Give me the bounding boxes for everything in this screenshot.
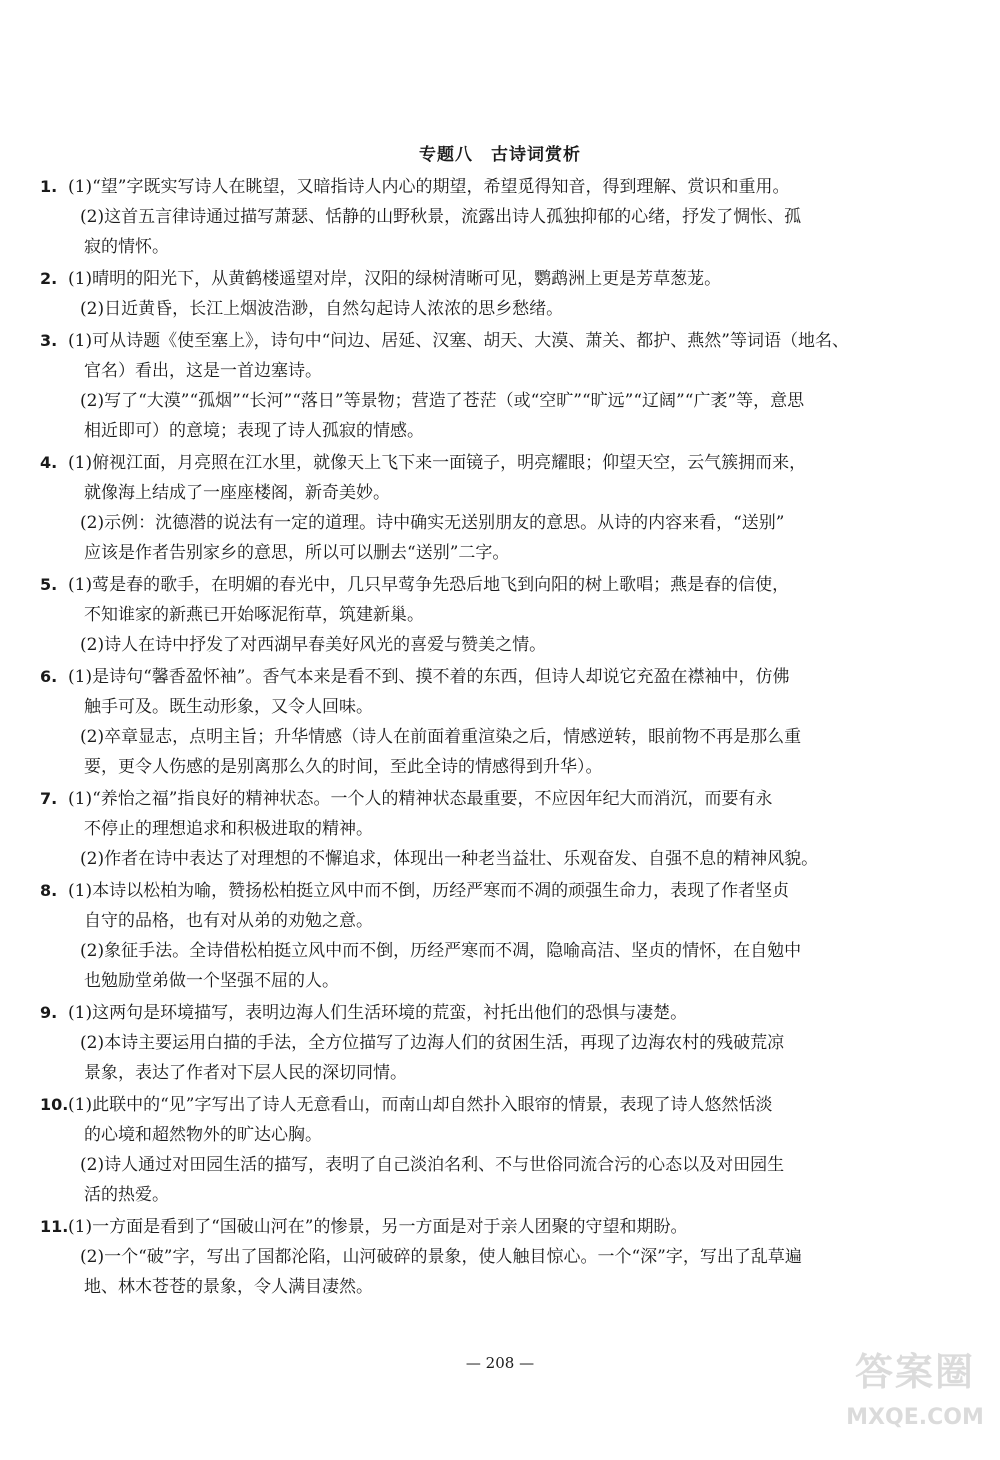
item-number: 1. xyxy=(40,177,58,196)
answer-item xyxy=(40,172,970,262)
item-number: 2. xyxy=(40,269,58,288)
answer-text: (1)莺是春的歌手，在明媚的春光中，几只早莺争先恐后地飞到向阳的树上歌唱；燕是春的信使， xyxy=(68,575,790,595)
answer-item xyxy=(40,662,970,782)
answer-text: (1)可从诗题《使至塞上》，诗句中“问边、居延、汉塞、胡天、大漠、萧关、都护、燕然”等词语（地名、 xyxy=(68,331,849,351)
answer-line xyxy=(40,784,970,814)
answer-line xyxy=(40,966,970,996)
answer-line xyxy=(40,998,970,1028)
answer-line xyxy=(40,416,970,446)
answer-line xyxy=(40,448,970,478)
answer-text: (1)这两句是环境描写，表明边海人们生活环境的荒蛮，衬托出他们的恐惧与凄楚。 xyxy=(68,1003,688,1023)
answer-text: 景象，表达了作者对下层人民的深切同情。 xyxy=(84,1063,407,1083)
item-number: 7. xyxy=(40,789,58,808)
answer-item xyxy=(40,264,970,324)
answer-text: (2)一个“破”字，写出了国都沦陷，山河破碎的景象，使人触目惊心。一个“深”字，写出了乱草遍 xyxy=(80,1247,802,1267)
answer-line xyxy=(40,906,970,936)
answer-text: 自守的品格，也有对从弟的劝勉之意。 xyxy=(84,911,373,931)
item-number: 11. xyxy=(40,1217,69,1236)
answer-text: (2)本诗主要运用白描的手法，全方位描写了边海人们的贫困生活，再现了边海农村的残破荒凉 xyxy=(80,1033,785,1053)
answer-line xyxy=(40,1120,970,1150)
answer-line xyxy=(40,570,970,600)
item-number: 4. xyxy=(40,453,58,472)
answer-line xyxy=(40,1212,970,1242)
watermark-url: MXQE.COM xyxy=(846,1405,984,1430)
answer-text: (2)诗人通过对田园生活的描写，表明了自己淡泊名利、不与世俗同流合污的心态以及对田园生 xyxy=(80,1155,785,1175)
answer-text: (2)卒章显志，点明主旨；升华情感（诗人在前面着重渲染之后，情感逆转，眼前物不再是那么重 xyxy=(80,727,802,747)
answer-text: 触手可及。既生动形象，又令人回味。 xyxy=(84,697,373,717)
answer-item xyxy=(40,784,970,874)
page-number: — 208 — xyxy=(465,1354,535,1372)
answer-line xyxy=(40,844,970,874)
answer-item xyxy=(40,876,970,996)
answer-text: (2)这首五言律诗通过描写萧瑟、恬静的山野秋景，流露出诗人孤独抑郁的心绪，抒发了惆怅、孤 xyxy=(80,207,802,227)
answer-text: 也勉励堂弟做一个坚强不屈的人。 xyxy=(84,971,339,991)
answer-line xyxy=(40,326,970,356)
answer-item xyxy=(40,1090,970,1210)
answer-text: 活的热爱。 xyxy=(84,1185,169,1205)
answer-text: 地、林木苍苍的景象，令人满目凄然。 xyxy=(84,1277,373,1297)
answer-text: (1)本诗以松柏为喻，赞扬松柏挺立风中而不倒，历经严寒而不凋的顽强生命力，表现了作者坚贞 xyxy=(68,881,790,901)
answer-line xyxy=(40,232,970,262)
answer-text: (1)是诗句“馨香盈怀袖”。香气本来是看不到、摸不着的东西，但诗人却说它充盈在襟袖中，仿佛 xyxy=(68,667,790,687)
answer-line xyxy=(40,1058,970,1088)
answer-text: 的心境和超然物外的旷达心胸。 xyxy=(84,1125,322,1145)
answer-line xyxy=(40,1242,970,1272)
answer-text: 就像海上结成了一座座楼阁，新奇美妙。 xyxy=(84,483,390,503)
answer-line xyxy=(40,264,970,294)
answer-text: (2)诗人在诗中抒发了对西湖早春美好风光的喜爱与赞美之情。 xyxy=(80,635,547,655)
watermark-logo xyxy=(840,1335,990,1450)
answer-text: 应该是作者告别家乡的意思，所以可以删去“送别”二字。 xyxy=(84,543,510,563)
answer-line xyxy=(40,356,970,386)
answer-text: (2)象征手法。全诗借松柏挺立风中而不倒，历经严寒而不凋，隐喻高洁、坚贞的情怀，在自勉中 xyxy=(80,941,802,961)
answer-line xyxy=(40,814,970,844)
answer-line xyxy=(40,202,970,232)
answer-text: (1)“望”字既实写诗人在眺望，又暗指诗人内心的期望，希望觅得知音，得到理解、赏识和重用。 xyxy=(68,177,790,197)
answer-line xyxy=(40,936,970,966)
answer-text: (1)一方面是看到了“国破山河在”的惨景，另一方面是对于亲人团聚的守望和期盼。 xyxy=(68,1217,688,1237)
answer-item xyxy=(40,570,970,660)
item-number: 10. xyxy=(40,1095,69,1114)
watermark-text: 答案圈 xyxy=(854,1350,975,1394)
answer-text: (1)“养怡之福”指良好的精神状态。一个人的精神状态最重要，不应因年纪大而消沉，而要有永 xyxy=(68,789,773,809)
answer-line xyxy=(40,1180,970,1210)
answer-line xyxy=(40,876,970,906)
item-number: 5. xyxy=(40,575,58,594)
answer-line xyxy=(40,1028,970,1058)
answer-line xyxy=(40,1090,970,1120)
answer-text: (2)作者在诗中表达了对理想的不懈追求，体现出一种老当益壮、乐观奋发、自强不息的精神风貌。 xyxy=(80,849,819,869)
answer-item xyxy=(40,448,970,568)
answer-text: (2)示例：沈德潜的说法有一定的道理。诗中确实无送别朋友的意思。从诗的内容来看，“送别” xyxy=(80,513,785,533)
answer-line xyxy=(40,478,970,508)
answer-line xyxy=(40,630,970,660)
answer-line xyxy=(40,538,970,568)
answer-text: (2)日近黄昏，长江上烟波浩渺，自然勾起诗人浓浓的思乡愁绪。 xyxy=(80,299,564,319)
item-number: 6. xyxy=(40,667,58,686)
section-title: 专题八 古诗词赏析 xyxy=(419,145,581,165)
answer-line xyxy=(40,508,970,538)
answer-text: (2)写了“大漠”“孤烟”“长河”“落日”等景物；营造了苍茫（或“空旷”“旷远”“辽阔”“广袤”等，意思 xyxy=(80,391,805,411)
answer-line xyxy=(40,1150,970,1180)
answer-text: 官名）看出，这是一首边塞诗。 xyxy=(84,361,322,381)
answer-line xyxy=(40,692,970,722)
answer-text: 相近即可）的意境；表现了诗人孤寂的情感。 xyxy=(84,421,424,441)
answer-item xyxy=(40,998,970,1088)
answer-line xyxy=(40,722,970,752)
answer-text: (1)晴明的阳光下，从黄鹤楼遥望对岸，汉阳的绿树清晰可见，鹦鹉洲上更是芳草葱茏。 xyxy=(68,269,722,289)
item-number: 3. xyxy=(40,331,58,350)
answer-text: 要，更令人伤感的是别离那么久的时间，至此全诗的情感得到升华）。 xyxy=(84,757,603,777)
answer-text: (1)俯视江面，月亮照在江水里，就像天上飞下来一面镜子，明亮耀眼；仰望天空，云气簇拥而来， xyxy=(68,453,807,473)
answer-list xyxy=(40,172,970,1304)
answer-line xyxy=(40,662,970,692)
answer-text: 寂的情怀。 xyxy=(84,237,169,257)
answer-item xyxy=(40,326,970,446)
item-number: 8. xyxy=(40,881,58,900)
answer-text: 不停止的理想追求和积极进取的精神。 xyxy=(84,819,373,839)
answer-text: (1)此联中的“见”字写出了诗人无意看山，而南山却自然扑入眼帘的情景，表现了诗人悠然恬淡 xyxy=(68,1095,773,1115)
answer-line xyxy=(40,1272,970,1302)
answer-line xyxy=(40,294,970,324)
answer-line xyxy=(40,386,970,416)
answer-line xyxy=(40,600,970,630)
answer-line xyxy=(40,172,970,202)
answer-line xyxy=(40,752,970,782)
answer-item xyxy=(40,1212,970,1302)
item-number: 9. xyxy=(40,1003,58,1022)
answer-text: 不知谁家的新燕已开始啄泥衔草，筑建新巢。 xyxy=(84,605,424,625)
